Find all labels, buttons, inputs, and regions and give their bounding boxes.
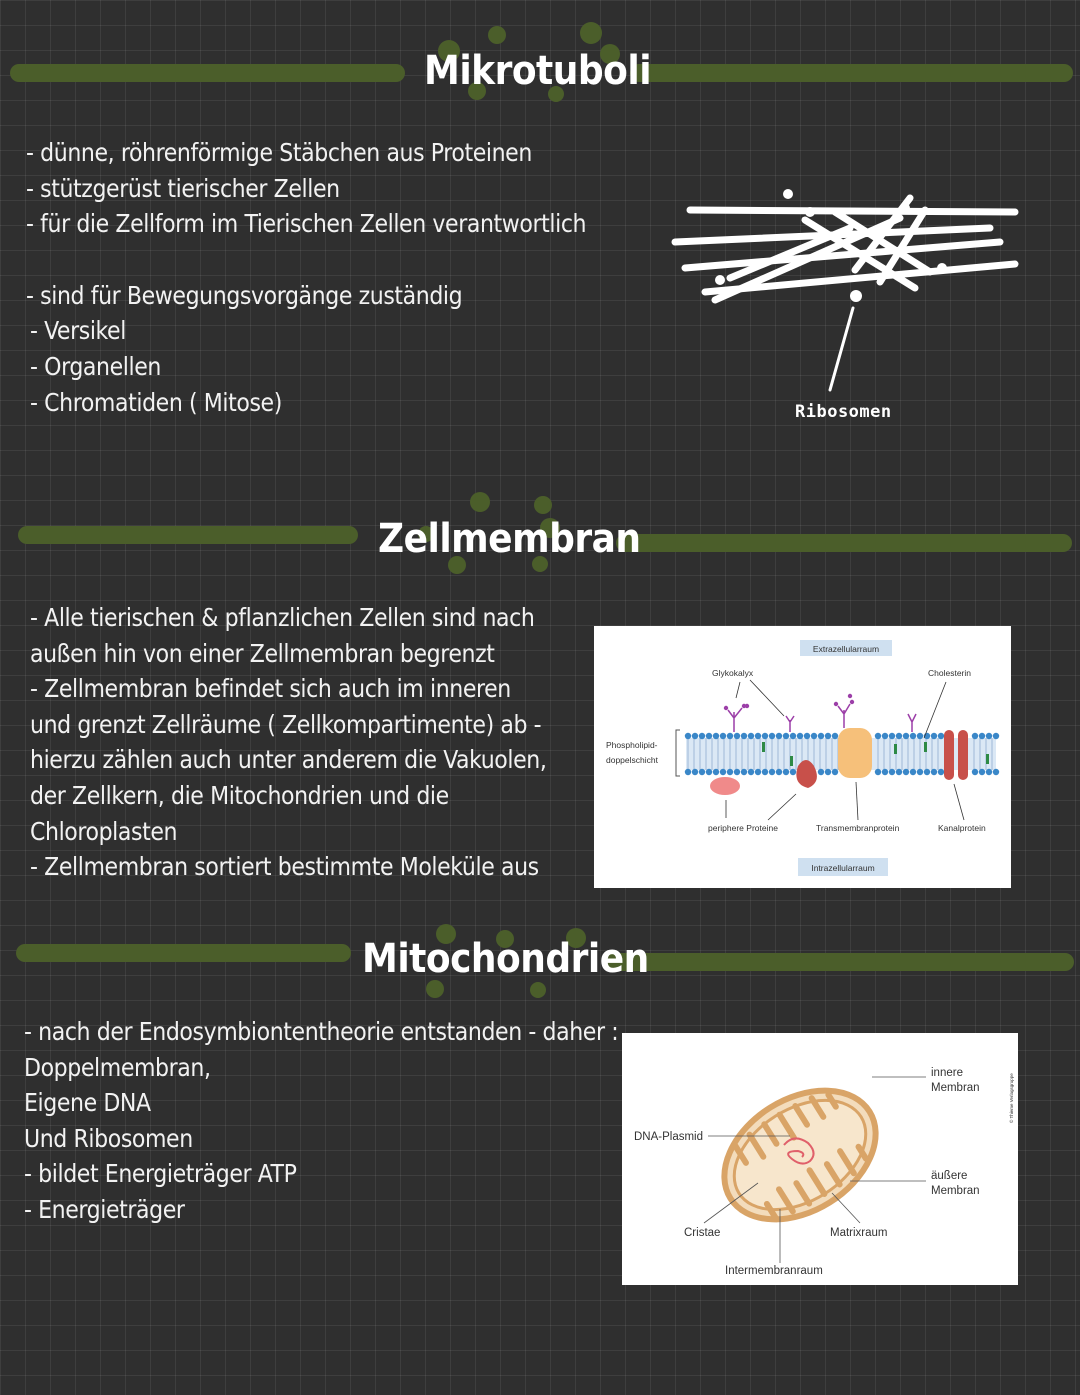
note-line: außen hin von einer Zellmembran begrenzt — [30, 638, 495, 668]
note-line: - Chromatiden ( Mitose) — [30, 387, 282, 417]
phospholipid-label: doppelschicht — [606, 755, 658, 765]
note-line: - stützgerüst tierischer Zellen — [26, 173, 340, 203]
decor-dot — [530, 982, 546, 998]
periphere-proteine-label: periphere Proteine — [708, 823, 778, 833]
note-line: - dünne, röhrenförmige Stäbchen aus Proteinen — [26, 138, 532, 167]
note-line: - Organellen — [30, 351, 161, 381]
header-bar-right — [630, 64, 1073, 82]
glykokalyx-label: Glykokalyx — [712, 668, 754, 678]
note-line: Und Ribosomen — [24, 1123, 193, 1153]
aeussere-membran-label: äußere — [931, 1170, 968, 1182]
decor-dot — [580, 22, 602, 44]
note-line: - nach der Endosymbiontentheorie entstanden - daher : — [24, 1017, 619, 1046]
section-title: Mitochondrien — [362, 936, 649, 982]
note-line: - Zellmembran befindet sich auch im inneren — [30, 674, 511, 704]
note-line: - Energieträger — [24, 1194, 185, 1224]
innere-membran-label: innere — [931, 1067, 963, 1079]
mitochondrion-diagram — [622, 1033, 1018, 1285]
section-title: Mikrotuboli — [424, 48, 652, 94]
header-bar-left — [16, 944, 351, 962]
cholesterin-label: Cholesterin — [928, 668, 971, 678]
channel-protein — [958, 730, 968, 780]
note-line: hierzu zählen auch unter anderem die Vakuolen, — [30, 745, 547, 775]
section-title: Zellmembran — [378, 516, 641, 562]
intermembranraum-label: Intermembranraum — [725, 1265, 823, 1277]
note-spacer — [26, 242, 586, 278]
credit-text: © Thieme Verlagsgruppe — [1009, 1073, 1014, 1123]
transmembrane-protein — [838, 728, 872, 778]
dna-plasmid-label: DNA-Plasmid — [634, 1131, 704, 1143]
note-line: - bildet Energieträger ATP — [24, 1159, 297, 1189]
note-line: und grenzt Zellräume ( Zellkompartimente) ab - — [30, 709, 542, 739]
note-line: Eigene DNA — [24, 1088, 151, 1118]
innere-membran-label: Membran — [931, 1082, 980, 1094]
header-bar-right — [616, 534, 1072, 552]
matrixraum-label: Matrixraum — [830, 1227, 888, 1239]
decor-dot — [534, 496, 552, 514]
note-line: Chloroplasten — [30, 816, 178, 846]
pointer-line — [830, 308, 853, 390]
notes-list — [30, 600, 546, 885]
note-line: der Zellkern, die Mitochondrien und die — [30, 780, 449, 810]
header-bar-left — [10, 64, 405, 82]
section-mitochondrien — [0, 920, 1080, 1395]
kanalprotein-label: Kanalprotein — [938, 823, 986, 833]
note-line: - sind für Bewegungsvorgänge zuständig — [26, 280, 463, 310]
section-mikrotubuli — [0, 0, 1080, 500]
note-line: - für die Zellform im Tierischen Zellen verantwortlich — [26, 209, 587, 239]
membrane-diagram — [594, 626, 1011, 888]
phospholipid-label: Phospholipid- — [606, 740, 658, 750]
header-bar-left — [18, 526, 358, 544]
channel-protein — [944, 730, 954, 780]
mitochondrion-svg — [622, 1033, 1018, 1285]
intrazellular-label: Intrazellularraum — [811, 863, 875, 873]
decor-dot — [426, 980, 444, 998]
membrane-svg — [594, 626, 1011, 888]
cristae-label: Cristae — [684, 1227, 721, 1239]
ribosomen-label: Ribosomen — [795, 402, 892, 422]
peripheral-protein — [710, 777, 740, 795]
notes-list — [26, 135, 586, 420]
extrazellular-label: Extrazellularraum — [812, 644, 880, 654]
header-bar-right — [606, 953, 1074, 971]
decor-dot — [488, 26, 506, 44]
note-line: - Zellmembran sortiert bestimmte Moleküle aus — [30, 852, 539, 882]
note-line: - Versikel — [30, 316, 126, 346]
transmembranprotein-label: Transmembranprotein — [816, 823, 900, 833]
note-line: Doppelmembran, — [24, 1052, 211, 1082]
notes-list — [24, 1014, 618, 1228]
section-zellmembran — [0, 500, 1080, 920]
aeussere-membran-label: Membran — [931, 1185, 980, 1197]
note-line: - Alle tierischen & pflanzlichen Zellen sind nach — [30, 603, 535, 632]
microtubule-sketch — [660, 180, 1040, 440]
decor-dot — [470, 492, 490, 512]
